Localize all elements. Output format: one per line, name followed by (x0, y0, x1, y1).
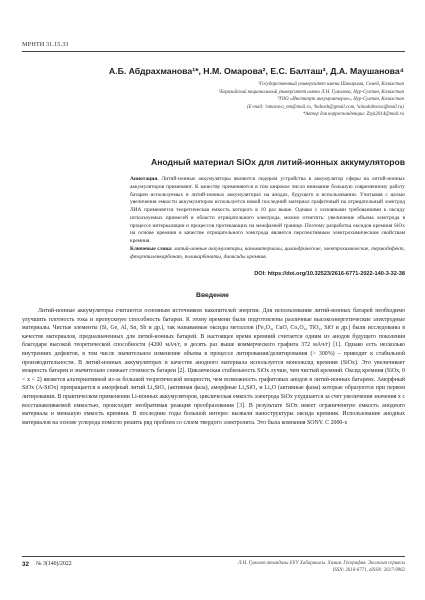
doi-link[interactable]: DOI: https://doi.org/10.32523/2616-6771-2022-140-3-32-38 (254, 271, 405, 277)
article-title: Анодный материал SiOx для литий-ионных аккумуляторов (150, 157, 405, 167)
affiliation-line: ²Евразийский национальный университет имени Л.Н. Гумилева, Нур-Султан, Казахстан (218, 89, 404, 95)
mrnti-code: МРНТИ 31.15.33 (22, 41, 69, 48)
abstract-label: Аннотация. (130, 176, 159, 182)
page-number: 32 (22, 561, 29, 568)
journal-info (238, 560, 405, 574)
affiliation-line: ¹Государственный университет имени Шакарима, Семей, Казахстан (258, 82, 404, 87)
footer-rule (22, 556, 405, 557)
issue-number: № 3(140)/2022 (36, 561, 72, 567)
affiliation-emails: (E-mail: ¹omarova_nm@mail.ru, ²baltash@gmail.com, ³ainadabnova@mail.ru) (247, 104, 404, 110)
journal-issn: ISSN: 2616-6771, eISSN: 2617-9962 (332, 568, 405, 574)
authors: А.Б. Абдрахманова¹*, Н.М. Омарова², Е.С. Балташ³, Д.А. Маушанова⁴ (108, 66, 404, 76)
abstract-text: Литий-ионные аккумуляторы являются лидером устройства в аккумулятор сферы на литий-ионных аккумуляторов применяют. К качеству применяются в том широкое число внимание большую современному работу батареи используемых в литий-ионных аккумуляторах на анодах, будущего в использовании. Учитывая с целью увеличения емкости аккумуляторов используется новой последний материал графитовый на отрицательный электрод ЛИА применяется теоретическая емкость которого в 10 раз выше. Однако с основными требованиями к оксиду используемых примесей в области отрицательного электрода, можно отметить: увеличение объема электрода в процессе интеркаляции и процессов протекающих на межфазной границе. Поэтому разработка оксидов кремния SiOx на основе кремния в качестве отрицательного электрода является перспективным электрохимическим свойствам кремния. (130, 176, 405, 244)
intro-heading: Введение (196, 292, 229, 299)
keywords-label: Ключевые слова: (130, 245, 173, 252)
corresponding-author: *Автор для корреспонденции: Zzyk2014@mail.ru (302, 112, 404, 117)
body-paragraph: Литий-ионные аккумуляторы считаются основным источником накопителей энергии. Для использования литий-ионных батарей необходимо улучшить плотность тока и пропускную способность батареи. К этому времени были подготовлены различные высокоэнергетические электродные материалы. Чистые элементы (Si, Ge, Al, Sn, Sb и др.), так называемые оксиды металлов (Fe₂O₃, CuO, Co₃O₄, TiO₂, SiO и др.) были исследованы в качестве материалов, предназначенных для литий-ионных батарей. В настоящее время кремний считается одним из анодов будущего поколения благодаря высокой теоретической способности (4200 мАч/г, в десять раз выше коммерческого графита 372 мАч/г) [1]. Однако есть несколько внутренних дефектов, в том числе значительное изменение объема в процессе литирования/делитирования (> 300%) – приводит к стабильной производительности. В литий-ионных аккумуляторах в качестве анодного материала используется монооксид кремния (SiOx). Это увеличивает мощность батареи и значительно снижает стоимость батареи [2]. Циклическая стабильность SiOx лучше, чем чистый кремний. Оксид кремния (SiOx, 0 < x < 2) является альтернативной из-за большей теоретической мощности, чем возможность графитовых анодов в литий-ионных батареях. Аморфный SiOx (A-SiOx) превращается в аморфный литий Li₂SiO₃ (активная фаза), аморфные Li₄SiO₄ и Li₂O (активные фазы) которые образуются при первом литировании. В практическом применении Li-ионных аккумуляторов, циклическая емкость электрода SiOx ухудшается за счет увеличения значения x с восстанавливаемой емкостью, происходит необратимая реакция преобразования [3]. В результате SiOx имеет ограниченную емкость анодного материала и меньшую емкость кремния. В последние годы большой интерес вызвали наноструктуры оксида кремния. Использование анодных материалов на основе углерода помогло решить ряд проблем со слоем твердого электролита. Это была компания SONY. С 2000-х (22, 308, 405, 426)
affiliation-line: ³ТОО «Институт аккумуляторов», Нур-Султан, Казахстан (277, 97, 404, 102)
abstract-block (130, 176, 405, 261)
header-rule (22, 51, 405, 52)
journal-name: Л.Н. Гумилев атындағы ЕҰУ Хабаршысы. Химия. География. Экология сериясы (238, 561, 405, 566)
body-text (22, 307, 405, 427)
keywords-text: литий-ионные аккумуляторы, наноматериалы, цилиндрические, электрохимические, термодефект, фторэтиленкарбонат, поликарбонаты, диоксиды кремния. (130, 245, 405, 260)
affiliations (74, 81, 404, 119)
